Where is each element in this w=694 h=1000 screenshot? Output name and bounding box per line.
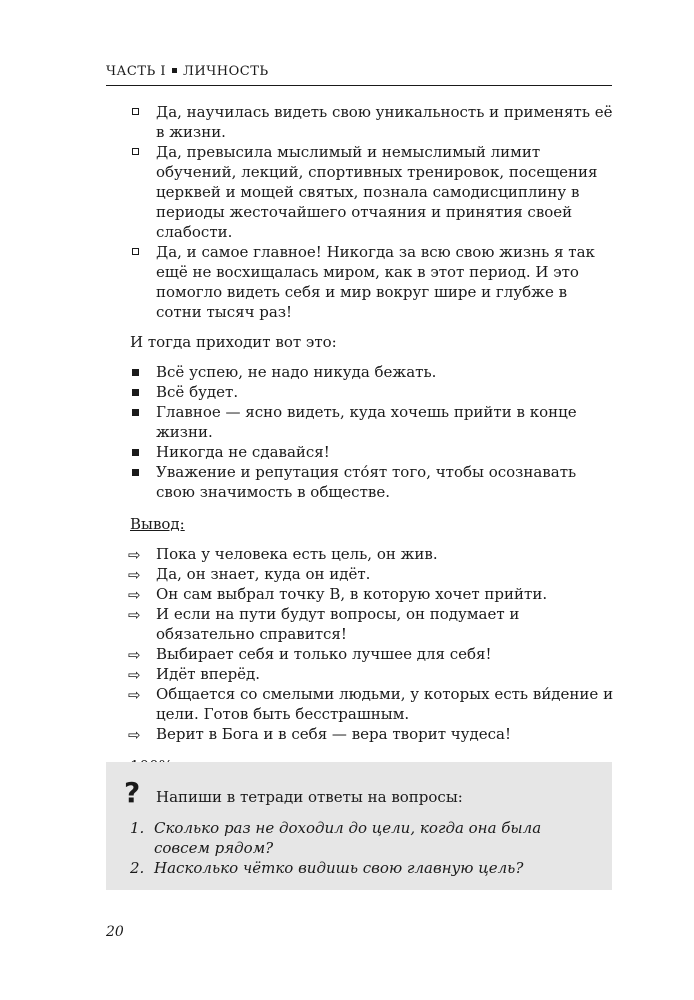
arrow-right-icon: ⇨ [128,726,141,744]
arrow-right-icon: ⇨ [128,546,141,564]
question-mark-icon: ? [124,776,141,809]
header-rule [106,85,612,86]
list-item: ⇨ Да, он знает, куда он идёт. [128,565,371,584]
checkbox-bullet-icon [132,248,139,255]
square-bullet-icon [132,469,139,476]
exercise-title: Напиши в тетради ответы на вопросы: [156,788,463,806]
square-bullet-icon [132,449,139,456]
arrow-right-icon: ⇨ [128,686,141,704]
list-item: Да, научилась видеть свою уникальность и применять её в жизни. [130,102,614,142]
header-part: ЧАСТЬ I [106,64,167,79]
square-bullet-icon [132,409,139,416]
question-item: 1. Сколько раз не доходил до цели, когда она была совсем рядом? [130,819,542,857]
checkbox-list [130,102,614,322]
conclusion-label: Вывод: [130,515,185,533]
list-item: Да, превысила мыслимый и немыслимый лимит обучений, лекций, спортивных тренировок, посещения церквей и мощей святых, познала самодисциплину в периоды жесточайшего отчаяния и принятия своей слабости. [130,142,614,242]
list-item: ⇨ Он сам выбрал точку В, в которую хочет прийти. [128,585,548,604]
list-item: Главное — ясно видеть, куда хочешь прийти в конце жизни. [130,402,614,442]
list-item: ⇨ Пока у человека есть цель, он жив. [128,545,438,564]
list-item: ⇨ Идёт вперёд. [128,665,261,684]
arrow-right-icon: ⇨ [128,566,141,584]
arrow-list [130,544,614,744]
list-item: ⇨ И если на пути будут вопросы, он подумает и обязательно справится! [128,605,520,643]
list-item: Да, и самое главное! Никогда за всю свою жизнь я так ещё не восхищалась миром, как в этот период. И это помогло видеть себя и мир вокруг шире и глубже в сотни тысяч раз! [130,242,614,322]
list-item: Всё успею, не надо никуда бежать. [130,362,614,382]
arrow-right-icon: ⇨ [128,666,141,684]
list-item: ⇨ Верит в Бога и в себя — вера творит чудеса! [128,725,511,744]
square-bullet-icon [132,389,139,396]
checkbox-bullet-icon [132,108,139,115]
running-header [106,64,612,79]
list-item: ⇨ Общается со смелыми людьми, у которых есть ви́дение и цели. Готов быть бесстрашным. [128,685,614,723]
checkbox-bullet-icon [132,148,139,155]
square-bullet-icon [132,369,139,376]
header-section: ЛИЧНОСТЬ [183,64,269,79]
question-item: 2. Насколько чётко видишь свою главную цель? [130,859,524,877]
list-item: Никогда не сдавайся! [130,442,614,462]
list-item: Уважение и репутация сто́ят того, чтобы осознавать свою значимость в обществе. [130,462,614,502]
list-item: Всё будет. [130,382,614,402]
list-item: ⇨ Выбирает себя и только лучшее для себя! [128,645,492,664]
main-content [130,102,614,776]
intro-paragraph: И тогда приходит вот это: [130,333,337,351]
arrow-right-icon: ⇨ [128,606,141,624]
arrow-right-icon: ⇨ [128,586,141,604]
exercise-box [106,762,612,890]
arrow-right-icon: ⇨ [128,646,141,664]
square-bullet-list [130,362,614,502]
question-list [130,818,590,878]
page-number: 20 [106,924,124,940]
header-separator-icon [172,68,177,73]
